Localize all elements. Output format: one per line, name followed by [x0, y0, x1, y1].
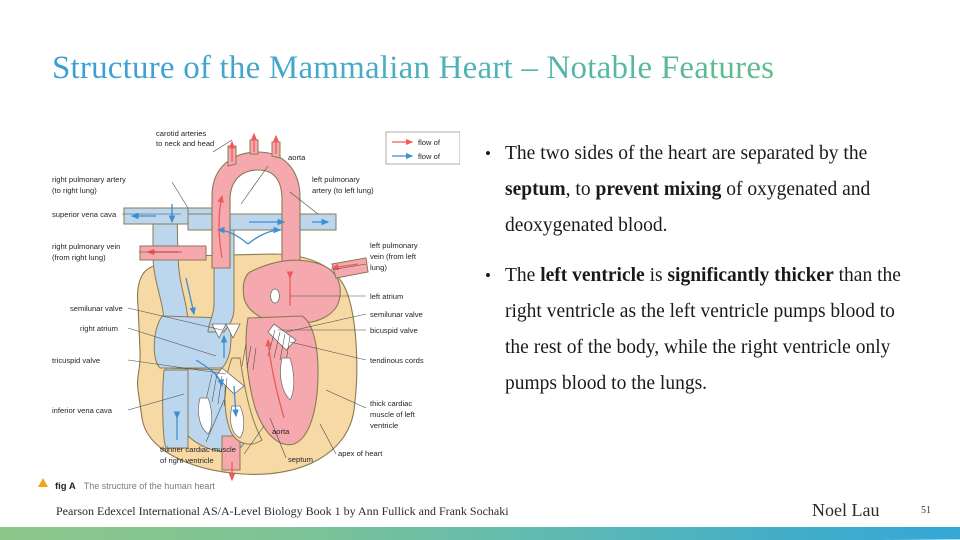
- label-semilunar-valve-left: semilunar valve: [370, 310, 423, 319]
- bullet-marker-1: •: [485, 144, 491, 163]
- label-right-pulmonary-vein-line1: right pulmonary vein: [52, 242, 121, 251]
- label-thinner-cardiac-muscle-line2: of right ventricle: [160, 456, 214, 465]
- footer-gradient-fill: [0, 527, 960, 540]
- label-carotid-arteries-line2: to neck and head: [156, 139, 215, 148]
- label-left-pulmonary-vein-line1: left pulmonary: [370, 241, 418, 250]
- heart-diagram-svg: [36, 118, 460, 490]
- legend-label-oxygenated: flow of: [418, 138, 440, 147]
- heart-diagram-figure: [36, 118, 460, 490]
- label-apex-of-heart: apex of heart: [338, 449, 383, 458]
- bullet-marker-2: •: [485, 266, 491, 285]
- page-title: Structure of the Mammalian Heart – Notable Features: [52, 50, 922, 92]
- warning-triangle-icon: [38, 478, 48, 487]
- label-carotid-arteries-line1: carotid arteries: [156, 129, 207, 138]
- label-thick-cardiac-muscle-line2: muscle of left: [370, 410, 415, 419]
- body-bullet-list: [480, 136, 920, 416]
- label-left-pulmonary-artery-line1: left pulmonary: [312, 175, 360, 184]
- inferior-vena-cava: [163, 370, 188, 448]
- footer-gradient-bar: [0, 527, 960, 540]
- label-right-pulmonary-artery-line1: right pulmonary artery: [52, 175, 126, 184]
- heart-anatomy-drawing: [52, 129, 460, 480]
- label-thinner-cardiac-muscle-line1: thinner cardiac muscle: [160, 445, 236, 454]
- label-right-atrium: right atrium: [80, 324, 118, 333]
- left-atrium-chamber: [243, 260, 340, 324]
- label-inferior-vena-cava: inferior vena cava: [52, 406, 112, 415]
- footer-author: Noel Lau: [812, 500, 880, 520]
- label-aorta-bottom: aorta: [272, 427, 290, 436]
- label-bicuspid-valve: bicuspid valve: [370, 326, 418, 335]
- figure-caption-marker: fig A: [55, 481, 76, 492]
- bicuspid-valve-opening: [271, 289, 280, 303]
- label-left-pulmonary-vein-line2: vein (from left: [370, 252, 416, 261]
- figure-caption: [38, 478, 458, 492]
- label-left-pulmonary-artery-line2: artery (to left lung): [312, 186, 374, 195]
- label-thick-cardiac-muscle-line1: thick cardiac: [370, 399, 413, 408]
- bullet-item-2: [480, 258, 920, 402]
- footer-citation: Pearson Edexcel International AS/A-Level Biology Book 1 by Ann Fullick and Frank Sochaki: [56, 504, 509, 518]
- label-right-pulmonary-artery-line2: (to right lung): [52, 186, 97, 195]
- label-aorta-top: aorta: [288, 153, 306, 162]
- label-left-atrium: left atrium: [370, 292, 404, 301]
- label-semilunar-valve-right: semilunar valve: [70, 304, 123, 313]
- flow-legend: [386, 132, 460, 164]
- label-right-pulmonary-vein-line2: (from right lung): [52, 253, 106, 262]
- left-pulmonary-vein-vessel: [332, 258, 368, 278]
- label-superior-vena-cava: superior vena cava: [52, 210, 117, 219]
- legend-label-deoxygenated: flow of: [418, 152, 440, 161]
- figure-caption-text: The structure of the human heart: [83, 481, 215, 491]
- right-pulmonary-vein-vessel: [140, 246, 206, 260]
- label-thick-cardiac-muscle-line3: ventricle: [370, 421, 399, 430]
- bullet-text-1: The two sides of the heart are separated by the septum, to prevent mixing of oxygenated and deoxygenated blood.: [505, 143, 871, 236]
- aortic-arch: [212, 152, 300, 268]
- label-tendinous-cords: tendinous cords: [370, 356, 424, 365]
- label-left-pulmonary-vein-line3: lung): [370, 263, 387, 272]
- label-tricuspid-valve: tricuspid valve: [52, 356, 101, 365]
- bullet-item-1: [480, 136, 920, 244]
- bullet-text-2: The left ventricle is significantly thicker than the right ventricle as the left ventricle pumps blood to the rest of the body, while the right ventricle only pumps blood to the lungs.: [505, 265, 901, 394]
- label-septum: septum: [288, 455, 313, 464]
- page-number: 51: [921, 505, 931, 516]
